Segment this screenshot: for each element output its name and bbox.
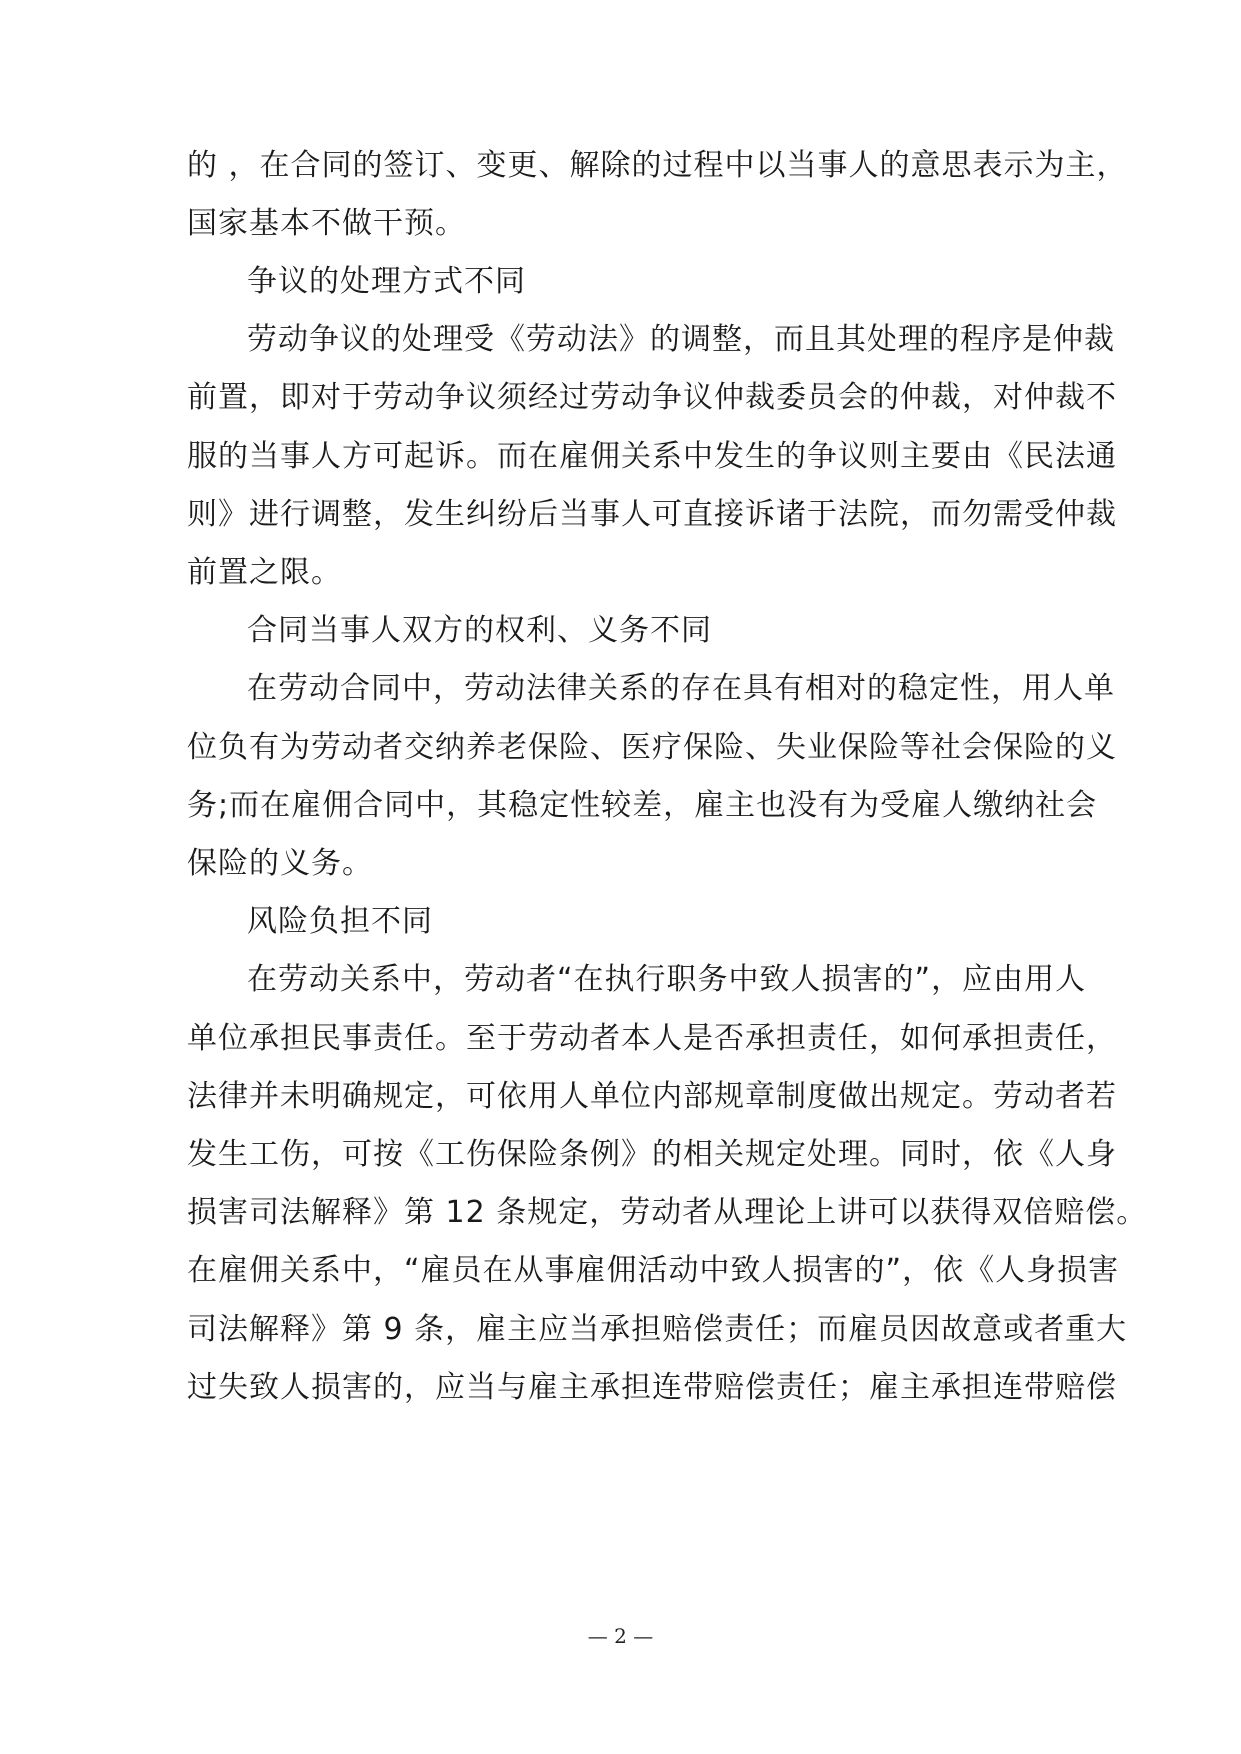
- body-text-line: 位负有为劳动者交纳养老保险、医疗保险、失业保险等社会保险的义: [187, 730, 1117, 765]
- section-heading: 合同当事人双方的权利、义务不同: [247, 613, 712, 648]
- body-text-line: 过失致人损害的，应当与雇主承担连带赔偿责任；雇主承担连带赔偿: [187, 1370, 1117, 1405]
- section-heading: 风险负担不同: [247, 904, 433, 939]
- page-number: — 2 —: [587, 1624, 654, 1648]
- body-text-line: 劳动争议的处理受《劳动法》的调整，而且其处理的程序是仲裁: [247, 322, 1115, 357]
- body-text-line: 发生工伤，可按《工伤保险条例》的相关规定处理。同时，依《人身: [187, 1137, 1117, 1172]
- body-text-line: 司法解释》第 9 条，雇主应当承担赔偿责任；而雇员因故意或者重大: [187, 1312, 1128, 1347]
- body-text-line: 则》进行调整，发生纠纷后当事人可直接诉诸于法院，而勿需受仲裁: [187, 497, 1117, 532]
- body-text-line: 法律并未明确规定，可依用人单位内部规章制度做出规定。劳动者若: [187, 1079, 1117, 1114]
- body-text-line: 在劳动合同中，劳动法律关系的存在具有相对的稳定性，用人单: [247, 671, 1115, 706]
- body-text-line: 的 ，在合同的签订、变更、解除的过程中以当事人的意思表示为主，: [187, 148, 1128, 183]
- body-text-line: 在雇佣关系中，“雇员在从事雇佣活动中致人损害的”，依《人身损害: [187, 1253, 1120, 1288]
- body-text-line: 前置之限。: [187, 555, 342, 590]
- body-text-line: 单位承担民事责任。至于劳动者本人是否承担责任，如何承担责任，: [187, 1021, 1117, 1056]
- body-text-line: 损害司法解释》第 12 条规定，劳动者从理论上讲可以获得双倍赔偿。: [187, 1195, 1148, 1230]
- body-text-line: 国家基本不做干预。: [187, 206, 466, 241]
- body-text-line: 在劳动关系中，劳动者“在执行职务中致人损害的”，应由用人: [247, 962, 1087, 997]
- body-text-line: 前置，即对于劳动争议须经过劳动争议仲裁委员会的仲裁，对仲裁不: [187, 380, 1117, 415]
- body-text-line: 务;而在雇佣合同中，其稳定性较差，雇主也没有为受雇人缴纳社会: [187, 788, 1098, 823]
- section-heading: 争议的处理方式不同: [247, 264, 526, 299]
- body-text-line: 保险的义务。: [187, 846, 373, 881]
- body-text-line: 服的当事人方可起诉。而在雇佣关系中发生的争议则主要由《民法通: [187, 439, 1117, 474]
